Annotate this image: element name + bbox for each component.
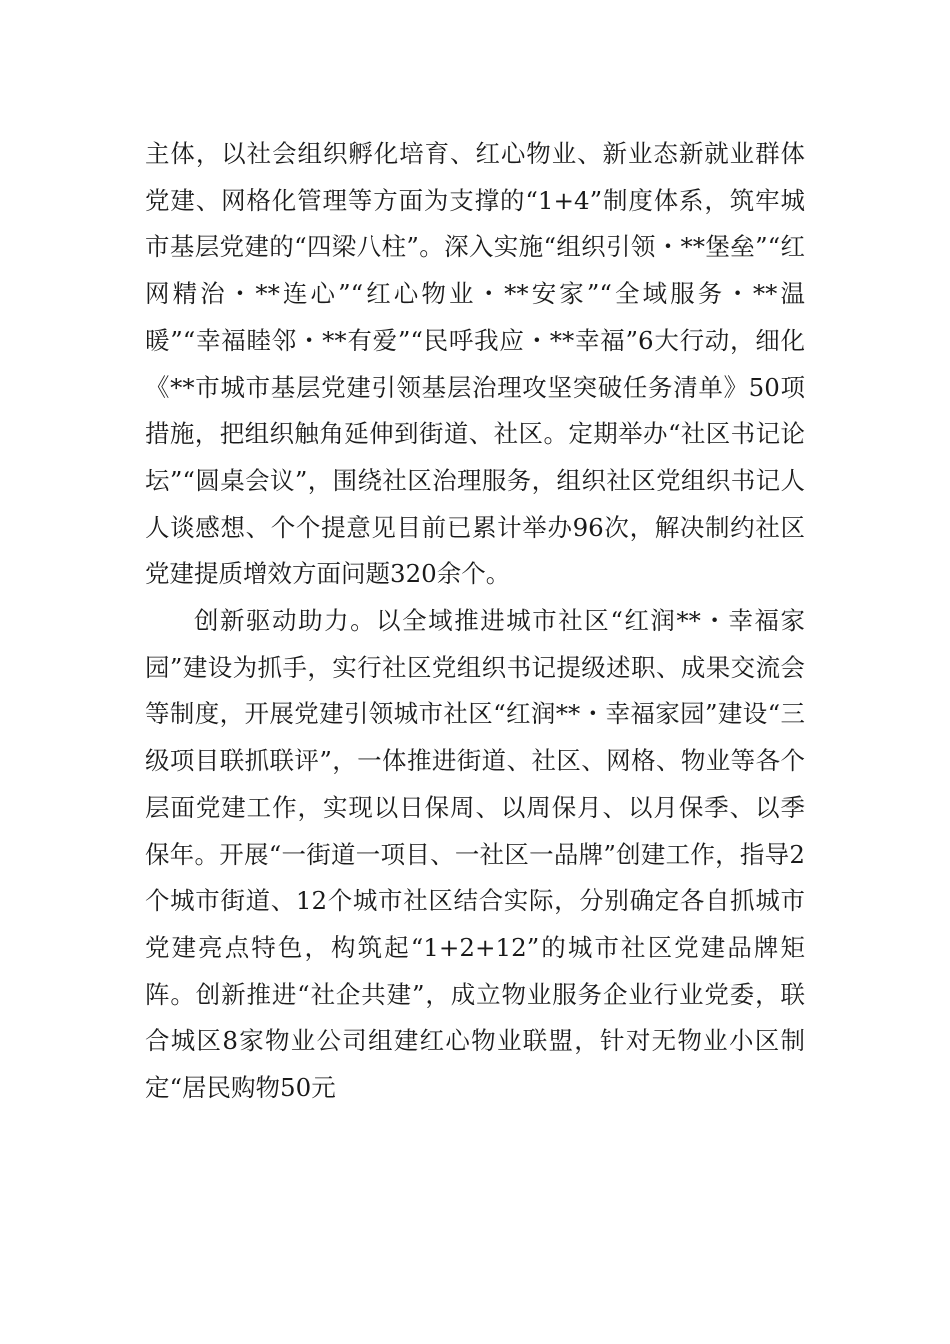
paragraph-2: 创新驱动助力。以全域推进城市社区“红润**・幸福家园”建设为抓手，实行社区党组织书记提级述职、成果交流会等制度，开展党建引领城市社区“红润**・幸福家园”建设“三级项目联抓联评”，一体推进街道、社区、网格、物业等各个层面党建工作，实现以日保周、以周保月、以月保季、以季保年。开展“一街道一项目、一社区一品牌”创建工作，指导2个城市街道、12个城市社区结合实际，分别确定各自抓城市党建亮点特色，构筑起“1+2+12”的城市社区党建品牌矩阵。创新推进“社企共建”，成立物业服务企业行业党委，联合城区8家物业公司组建红心物业联盟，针对无物业小区制定“居民购物50元	[145, 606, 805, 1103]
document-body	[145, 131, 805, 1112]
paragraph-1: 主体，以社会组织孵化培育、红心物业、新业态新就业群体党建、网格化管理等方面为支撑的“1+4”制度体系，筑牢城市基层党建的“四梁八柱”。深入实施“组织引领・**堡垒”“红网精治・**连心”“红心物业・**安家”“全域服务・**温暖”“幸福睦邻・**有爱”“民呼我应・**幸福”6大行动，细化《**市城市基层党建引领基层治理攻坚突破任务清单》50项措施，把组织触角延伸到街道、社区。定期举办“社区书记论坛”“圆桌会议”，围绕社区治理服务，组织社区党组织书记人人谈感想、个个提意见目前已累计举办96次，解决制约社区党建提质增效方面问题320余个。	[145, 139, 805, 589]
